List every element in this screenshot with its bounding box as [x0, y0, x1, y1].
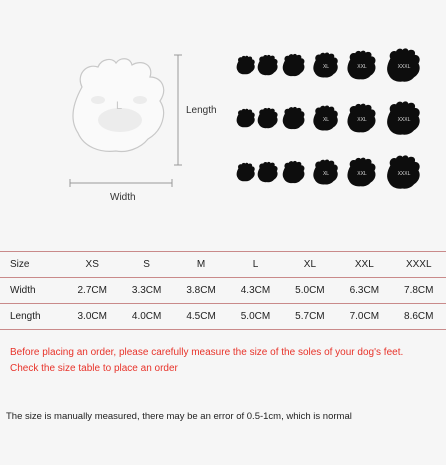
black-paw-pad	[283, 107, 305, 129]
table-cell: 3.0CM	[65, 304, 119, 330]
table-cell: 7.8CM	[392, 278, 446, 304]
table-cell: 2.7CM	[65, 278, 119, 304]
header-cell: XL	[283, 252, 337, 278]
header-cell: XXXL	[392, 252, 446, 278]
length-label: Length	[186, 105, 217, 116]
table-row	[0, 278, 446, 304]
table-cell: 3.3CM	[119, 278, 173, 304]
table-cell: 4.3CM	[228, 278, 282, 304]
size-table	[0, 251, 446, 330]
table-cell: 4.0CM	[119, 304, 173, 330]
table-row	[0, 304, 446, 330]
header-cell: Size	[0, 252, 65, 278]
table-cell: 5.0CM	[283, 278, 337, 304]
black-paw-pad	[237, 163, 255, 182]
black-paw-pad	[237, 56, 255, 75]
table-cell: 5.0CM	[228, 304, 282, 330]
table-cell: Width	[0, 278, 65, 304]
table-cell: 3.8CM	[174, 278, 228, 304]
size-diagram	[0, 0, 446, 225]
header-cell: XS	[65, 252, 119, 278]
pad-size-label: XL	[322, 171, 330, 177]
header-cell: L	[228, 252, 282, 278]
length-dimension-line	[174, 55, 182, 165]
paw-illustration	[0, 0, 446, 225]
width-dimension-line	[70, 179, 172, 187]
header-cell: S	[119, 252, 173, 278]
header-cell: M	[174, 252, 228, 278]
black-paw-pad	[283, 54, 305, 76]
black-paw-pads-grid	[237, 48, 420, 188]
pad-size-label: XL	[322, 64, 330, 70]
measure-note: Before placing an order, please carefully measure the size of the soles of your dog's feet.	[10, 347, 404, 358]
width-label: Width	[110, 192, 136, 203]
black-paw-pad	[283, 161, 305, 183]
table-cell: 4.5CM	[174, 304, 228, 330]
table-cell: 5.7CM	[283, 304, 337, 330]
error-note: The size is manually measured, there may be an error of 0.5-1cm, which is normal	[6, 411, 352, 422]
black-paw-pad	[258, 55, 278, 75]
header-cell: XXL	[337, 252, 391, 278]
table-header-row	[0, 252, 446, 278]
pad-size-label: XXXL	[397, 64, 411, 70]
black-paw-pad	[258, 162, 278, 182]
pad-size-label: XXL	[357, 171, 367, 177]
pad-size-label: XXXL	[397, 117, 411, 123]
pad-size-label: XL	[322, 117, 330, 123]
table-cell: 8.6CM	[392, 304, 446, 330]
table-cell: Length	[0, 304, 65, 330]
pad-size-label: XXL	[357, 117, 367, 123]
table-cell: 6.3CM	[337, 278, 391, 304]
pad-size-label: XXXL	[397, 171, 411, 177]
sample-pad-letter: L	[116, 100, 123, 112]
black-paw-pad	[237, 109, 255, 128]
pad-size-label: XXL	[357, 64, 367, 70]
black-paw-pad	[258, 108, 278, 128]
table-cell: 7.0CM	[337, 304, 391, 330]
check-table-note: Check the size table to place an order	[10, 363, 178, 374]
